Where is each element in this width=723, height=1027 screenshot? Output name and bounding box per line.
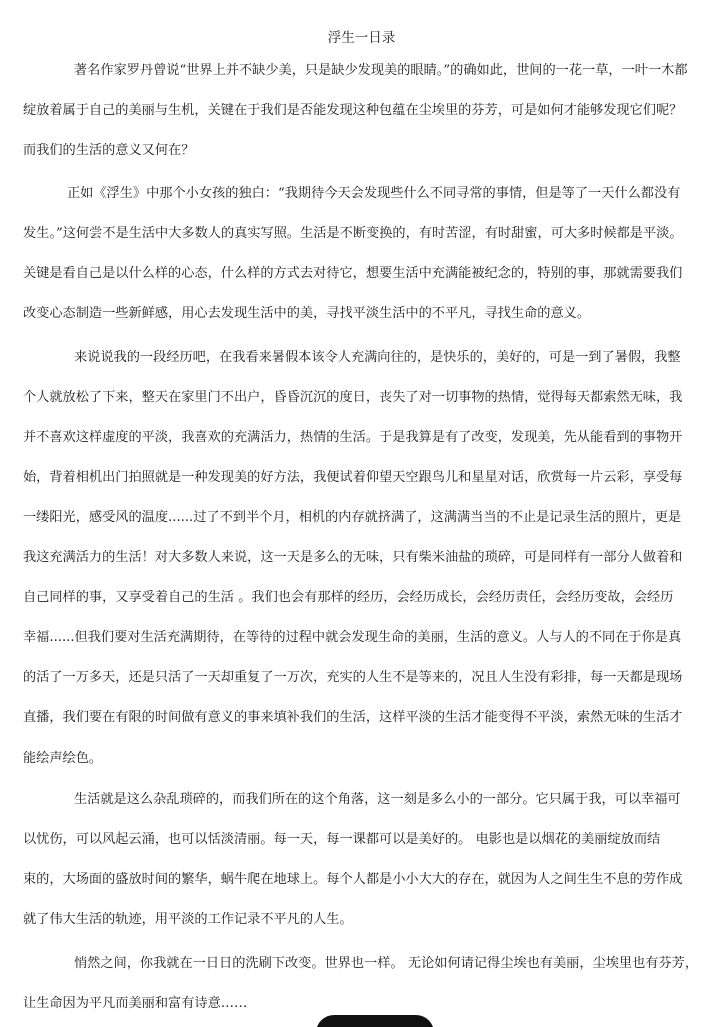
- text-line: 自己同样的事，又享受着自己的生活 。我们也会有那样的经历，会经历成长，会经历责任，会经历变故，会经历: [23, 590, 674, 605]
- text-line: 就了伟大生活的轨迹，用平淡的工作记录不平凡的人生。: [23, 912, 353, 927]
- text-line: 著名作家罗丹曾说“世界上并不缺少美，只是缺少发现美的眼睛。”的确如此，世间的一花一草，一叶一木都: [74, 63, 688, 78]
- text-line: 我这充满活力的生活！对大多数人来说，这一天是多么的无味，只有柴米油盐的琐碎，可是同样有一部分人做着和: [23, 550, 683, 565]
- text-line: 的活了一万多天，还是只活了一天却重复了一万次，充实的人生不是等来的，况且人生没有彩排，每一天都是现场: [23, 670, 683, 685]
- text-line: 绽放着属于自己的美丽与生机，关键在于我们是否能发现这种包蕴在尘埃里的芬芳，可是如何才能够发现它们呢？: [23, 103, 683, 118]
- text-line: 幸福......但我们要对生活充满期待，在等待的过程中就会发现生命的美丽，生活的意义。人与人的不同在于你是真: [23, 630, 682, 645]
- text-line: 改变心态制造一些新鲜感，用心去发现生活中的美，寻找平淡生活中的不平凡，寻找生命的意义。: [23, 306, 591, 321]
- text-line: 并不喜欢这样虚度的平淡，我喜欢的充满活力，热情的生活。于是我算是有了改变，发现美，先从能看到的事物开: [23, 430, 683, 445]
- text-line: 以忧伤，可以风起云涌，也可以恬淡清丽。每一天，每一课都可以是美好的。 电影也是以烟花的美丽绽放而结: [23, 832, 661, 847]
- text-line: 直播，我们要在有限的时间做有意义的事来填补我们的生活，这样平淡的生活才能变得不平淡，索然无味的生活才: [23, 710, 683, 725]
- text-line: 个人就放松了下来，整天在家里门不出户，昏昏沉沉的度日，丧失了对一切事物的热情，觉得每天都索然无味，我: [23, 390, 683, 405]
- floating-action-pill[interactable]: [316, 1015, 434, 1027]
- text-line: 束的，大场面的盛放时间的繁华，蜗牛爬在地球上。每个人都是小小大大的存在，就因为人之间生生不息的劳作成: [23, 872, 683, 887]
- text-line: 发生。”这何尝不是生活中大多数人的真实写照。生活是不断变换的，有时苦涩，有时甜蜜，可大多时候都是平淡。: [23, 226, 683, 241]
- text-line: 悄然之间，你我就在一日日的洗刷下改变。世界也一样。 无论如何请记得尘埃也有美丽，尘埃里也有芬芳，: [74, 956, 699, 971]
- text-line: 能绘声绘色。: [23, 751, 103, 766]
- text-line: 生活就是这么杂乱琐碎的，而我们所在的这个角落，这一刻是多么小的一部分。它只属于我，可以幸福可: [74, 792, 681, 807]
- text-line: 而我们的生活的意义又何在？: [23, 143, 195, 158]
- text-line: 让生命因为平凡而美丽和富有诗意……: [23, 996, 248, 1011]
- text-line: 正如《浮生》中那个小女孩的独白：“我期待今天会发现些什么不同寻常的事情，但是等了一天什么都没有: [67, 186, 681, 201]
- text-line: 关键是看自己是以什么样的心态，什么样的方式去对待它，想要生活中充满能被纪念的，特别的事，那就需要我们: [23, 266, 683, 281]
- document-title: 浮生一日录: [327, 30, 396, 46]
- text-line: 来说说我的一段经历吧，在我看来暑假本该令人充满向往的，是快乐的，美好的，可是一到了暑假，我整: [74, 350, 681, 365]
- text-line: 始，背着相机出门拍照就是一种发现美的好方法，我便试着仰望天空跟鸟儿和星星对话，欣赏每一片云彩，享受每: [23, 470, 683, 485]
- text-line: 一缕阳光，感受风的温度......过了不到半个月，相机的内存就挤满了，这满满当当的不止是记录生活的照片，更是: [23, 510, 682, 525]
